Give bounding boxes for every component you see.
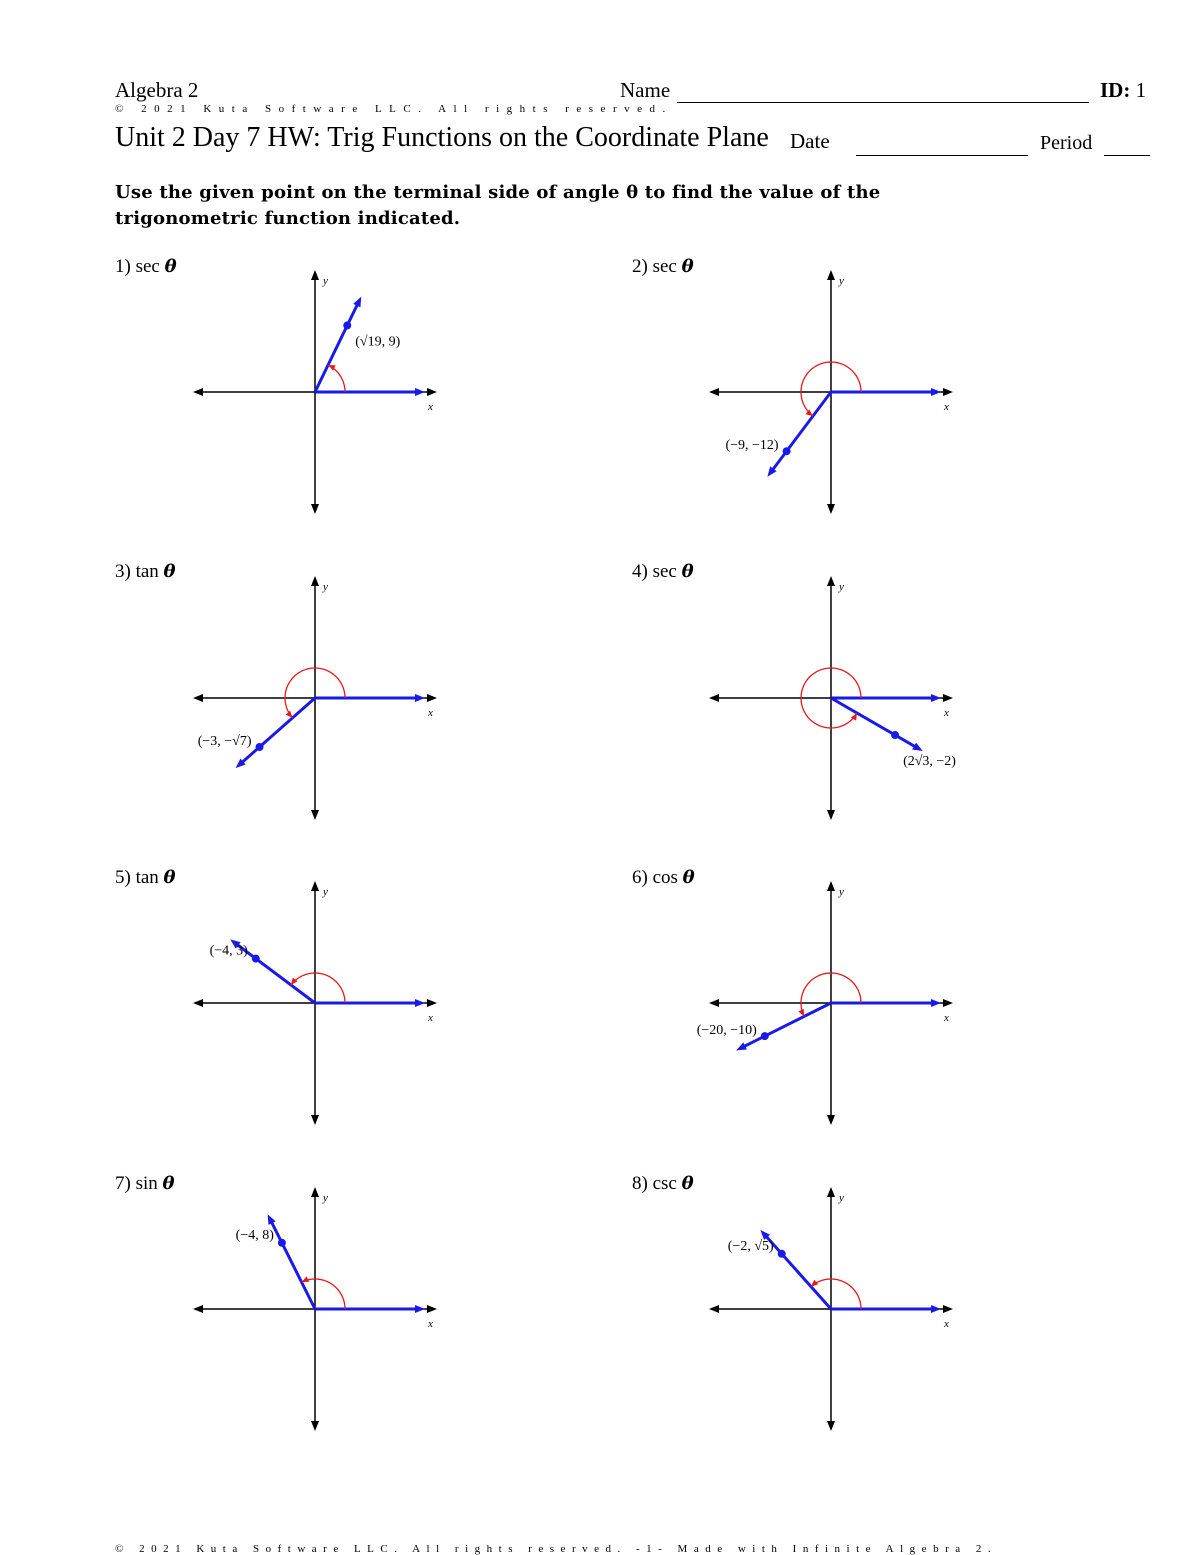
y-axis-arrow-down bbox=[311, 810, 319, 820]
coordinate-plane-4 bbox=[701, 568, 961, 828]
angle-arc-arrow bbox=[811, 1280, 818, 1287]
x-axis-arrow-left bbox=[709, 1305, 719, 1313]
terminal-side-arrow bbox=[912, 743, 923, 751]
x-axis-label: x bbox=[944, 1012, 949, 1024]
name-label: Name bbox=[620, 78, 671, 102]
coordinate-plane-2 bbox=[701, 262, 961, 522]
initial-side-arrow bbox=[415, 1305, 425, 1313]
y-axis-label: y bbox=[839, 275, 844, 287]
given-point bbox=[278, 1239, 286, 1247]
angle-arc bbox=[328, 365, 345, 392]
theta-symbol: θ bbox=[681, 256, 694, 277]
problem-number: 6) bbox=[632, 867, 653, 888]
x-axis-arrow-left bbox=[709, 999, 719, 1007]
y-axis-label: y bbox=[839, 1192, 844, 1204]
initial-side-arrow bbox=[931, 999, 941, 1007]
trig-function: sec bbox=[135, 256, 165, 277]
given-point bbox=[778, 1250, 786, 1258]
x-axis-label: x bbox=[428, 707, 433, 719]
point-label: (−20, −10) bbox=[696, 1023, 757, 1039]
problem-label-4 bbox=[632, 561, 694, 583]
x-axis-arrow-right bbox=[427, 1305, 437, 1313]
initial-side-arrow bbox=[931, 694, 941, 702]
x-axis-arrow-left bbox=[709, 388, 719, 396]
x-axis-arrow-right bbox=[943, 999, 953, 1007]
angle-arc bbox=[291, 973, 345, 1003]
coordinate-plane-5 bbox=[185, 873, 445, 1133]
trig-function: sec bbox=[652, 256, 682, 277]
x-axis-label: x bbox=[428, 1318, 433, 1330]
x-axis-label: x bbox=[428, 401, 433, 413]
y-axis-arrow-down bbox=[827, 504, 835, 514]
y-axis-arrow-up bbox=[827, 576, 835, 586]
initial-side-arrow bbox=[931, 1305, 941, 1313]
point-label: (−4, 3) bbox=[209, 943, 248, 959]
copyright-top: © 2021 Kuta Software LLC. All rights reserved. bbox=[115, 103, 673, 115]
trig-function: sec bbox=[652, 561, 682, 582]
theta-symbol: θ bbox=[682, 867, 695, 888]
coordinate-plane-8 bbox=[701, 1179, 961, 1439]
given-point bbox=[783, 447, 791, 455]
x-axis-arrow-left bbox=[193, 1305, 203, 1313]
x-axis-label: x bbox=[428, 1012, 433, 1024]
trig-function: sin bbox=[135, 1173, 163, 1194]
x-axis-arrow-left bbox=[193, 388, 203, 396]
y-axis-arrow-up bbox=[311, 270, 319, 280]
problem-label-1 bbox=[115, 256, 177, 278]
terminal-side-arrow bbox=[736, 1042, 747, 1050]
initial-side-arrow bbox=[415, 999, 425, 1007]
x-axis-arrow-right bbox=[943, 388, 953, 396]
problem-label-7 bbox=[115, 1173, 175, 1195]
y-axis-label: y bbox=[323, 1192, 328, 1204]
given-point bbox=[343, 321, 351, 329]
x-axis-arrow-left bbox=[193, 999, 203, 1007]
y-axis-arrow-up bbox=[311, 576, 319, 586]
y-axis-label: y bbox=[839, 581, 844, 593]
y-axis-arrow-up bbox=[311, 1187, 319, 1197]
name-blank bbox=[677, 102, 1089, 103]
x-axis-arrow-right bbox=[427, 694, 437, 702]
initial-side-arrow bbox=[415, 388, 425, 396]
problem-number: 2) bbox=[632, 256, 653, 277]
theta-symbol: θ bbox=[164, 256, 177, 277]
x-axis-arrow-right bbox=[427, 388, 437, 396]
terminal-side bbox=[771, 392, 831, 472]
given-point bbox=[891, 731, 899, 739]
x-axis-label: x bbox=[944, 401, 949, 413]
x-axis-arrow-right bbox=[427, 999, 437, 1007]
problem-number: 4) bbox=[632, 561, 653, 582]
given-point bbox=[252, 955, 260, 963]
y-axis-arrow-down bbox=[311, 1421, 319, 1431]
y-axis-arrow-up bbox=[827, 270, 835, 280]
y-axis-label: y bbox=[839, 886, 844, 898]
trig-function: tan bbox=[135, 561, 164, 582]
y-axis-label: y bbox=[323, 581, 328, 593]
x-axis-arrow-right bbox=[943, 1305, 953, 1313]
problem-label-6 bbox=[632, 867, 695, 889]
y-axis-label: y bbox=[323, 886, 328, 898]
terminal-side-arrow bbox=[353, 297, 361, 308]
x-axis-label: x bbox=[944, 1318, 949, 1330]
y-axis-arrow-down bbox=[827, 1115, 835, 1125]
problem-number: 1) bbox=[115, 256, 136, 277]
y-axis-arrow-down bbox=[827, 810, 835, 820]
problem-label-3 bbox=[115, 561, 176, 583]
point-label: (−3, −√7) bbox=[197, 733, 252, 749]
problem-number: 3) bbox=[115, 561, 136, 582]
problem-label-2 bbox=[632, 256, 694, 278]
theta-symbol: θ bbox=[163, 867, 176, 888]
terminal-side bbox=[315, 302, 359, 392]
y-axis-arrow-down bbox=[311, 504, 319, 514]
trig-function: csc bbox=[652, 1173, 682, 1194]
given-point bbox=[256, 743, 264, 751]
theta-symbol: θ bbox=[681, 561, 694, 582]
coordinate-plane-6 bbox=[696, 873, 961, 1133]
date-blank bbox=[856, 155, 1028, 156]
problem-number: 8) bbox=[632, 1173, 653, 1194]
problem-label-8 bbox=[632, 1173, 694, 1195]
date-label: Date bbox=[790, 129, 830, 153]
coordinate-plane-1 bbox=[185, 262, 445, 522]
initial-side-arrow bbox=[415, 694, 425, 702]
problem-label-5 bbox=[115, 867, 176, 889]
problem-number: 7) bbox=[115, 1173, 136, 1194]
page-title: Unit 2 Day 7 HW: Trig Functions on the Coordinate Plane bbox=[115, 122, 769, 153]
footer: © 2021 Kuta Software LLC. All rights reserved. -1- Made with Infinite Algebra 2. bbox=[115, 1543, 998, 1555]
terminal-side-arrow bbox=[268, 1214, 276, 1225]
trig-function: tan bbox=[135, 867, 164, 888]
point-label: (2√3, −2) bbox=[903, 754, 956, 770]
point-label: (−9, −12) bbox=[725, 438, 779, 454]
theta-symbol: θ bbox=[163, 561, 176, 582]
y-axis-label: y bbox=[323, 275, 328, 287]
worksheet-id bbox=[1100, 78, 1146, 103]
point-label: (−2, √5) bbox=[727, 1238, 774, 1254]
point-label: (√19, 9) bbox=[355, 334, 401, 350]
y-axis-arrow-down bbox=[827, 1421, 835, 1431]
terminal-side bbox=[240, 698, 315, 764]
theta-symbol: θ bbox=[162, 1173, 175, 1194]
problem-number: 5) bbox=[115, 867, 136, 888]
y-axis-arrow-down bbox=[311, 1115, 319, 1125]
y-axis-arrow-up bbox=[311, 881, 319, 891]
y-axis-arrow-up bbox=[827, 881, 835, 891]
terminal-side bbox=[764, 1234, 831, 1309]
x-axis-arrow-right bbox=[943, 694, 953, 702]
trig-function: cos bbox=[652, 867, 683, 888]
given-point bbox=[761, 1032, 769, 1040]
terminal-side bbox=[270, 1220, 315, 1309]
instructions: Use the given point on the terminal side of angle θ to find the value of the trigonometric function indicated. bbox=[115, 182, 881, 229]
id-value: 1 bbox=[1135, 78, 1147, 102]
coordinate-plane-3 bbox=[185, 568, 445, 828]
x-axis-arrow-left bbox=[709, 694, 719, 702]
period-label: Period bbox=[1040, 132, 1093, 154]
coordinate-plane-7 bbox=[185, 1179, 445, 1439]
initial-side-arrow bbox=[931, 388, 941, 396]
angle-arc-arrow bbox=[286, 711, 293, 718]
course-name: Algebra 2 bbox=[115, 78, 199, 102]
period-blank bbox=[1104, 155, 1150, 156]
point-label: (−4, 8) bbox=[235, 1227, 274, 1243]
x-axis-arrow-left bbox=[193, 694, 203, 702]
x-axis-label: x bbox=[944, 707, 949, 719]
terminal-side bbox=[831, 698, 918, 748]
y-axis-arrow-up bbox=[827, 1187, 835, 1197]
theta-symbol: θ bbox=[681, 1173, 694, 1194]
id-label: ID: bbox=[1100, 78, 1131, 102]
